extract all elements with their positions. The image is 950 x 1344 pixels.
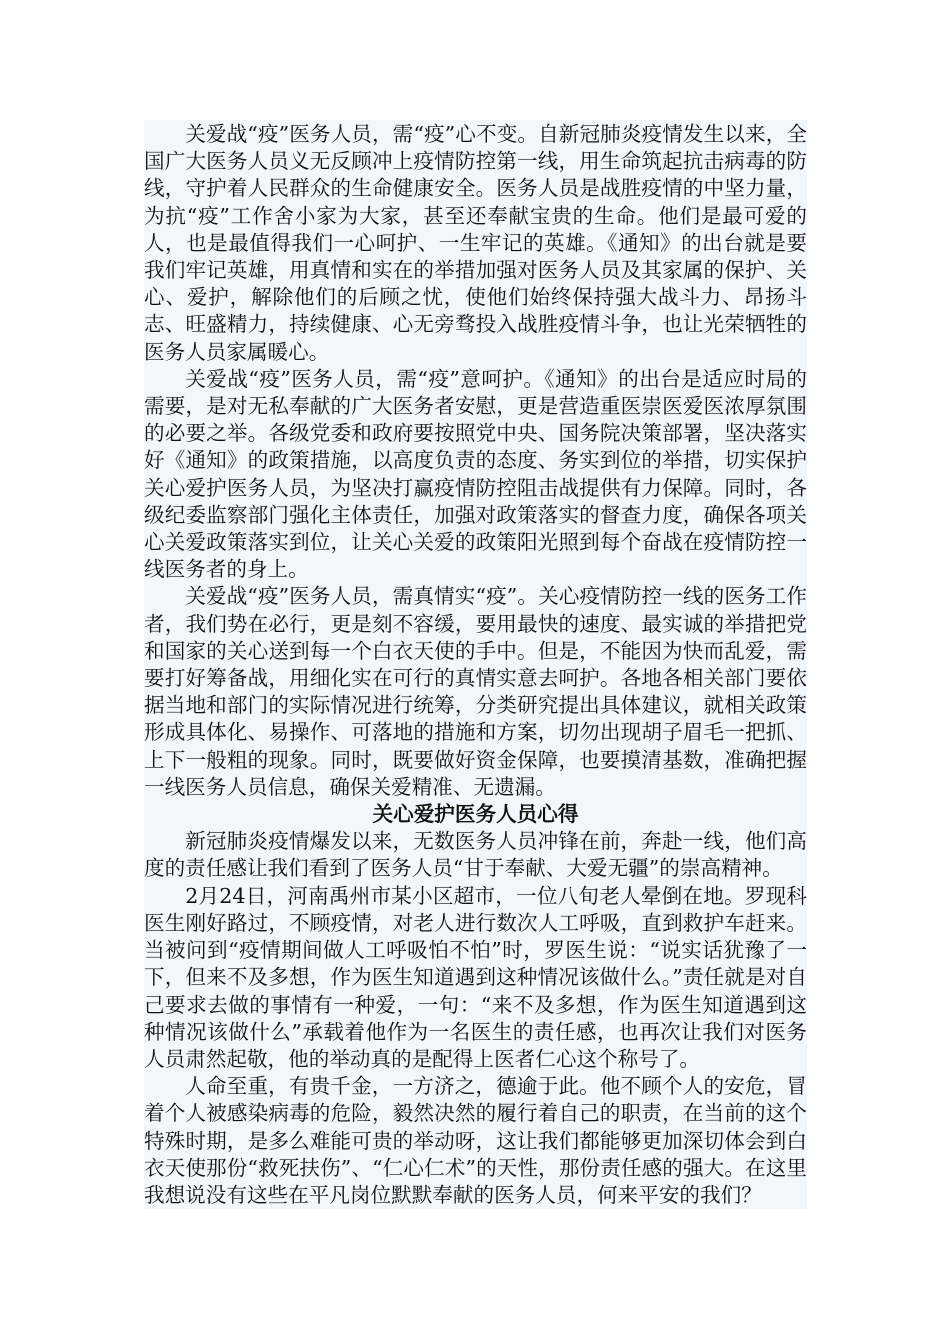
document-body (144, 120, 807, 1209)
paragraph: 关爱战“疫”医务人员，需“疫”意呵护。《通知》的出台是适应时局的需要，是对无私奉献的广大医务者安慰，更是营造重医崇医爱医浓厚氛围的必要之举。各级党委和政府要按照党中央、国务院决策部署，坚决落实好《通知》的政策措施，以高度负责的态度、务实到位的举措，切实保护关心爱护医务人员，为坚决打赢疫情防控阻击战提供有力保障。同时，各级纪委监察部门强化主体责任，加强对政策落实的督查力度，确保各项关心关爱政策落实到位，让关心关爱的政策阳光照到每个奋战在疫情防控一线医务者的身上。 (144, 366, 807, 582)
paragraph: 2月24日，河南禹州市某小区超市，一位八旬老人晕倒在地。罗现科医生刚好路过，不顾疫情，对老人进行数次人工呼吸，直到救护车赶来。当被问到“疫情期间做人工呼吸怕不怕”时，罗医生说：“说实话犹豫了一下，但来不及多想，作为医生知道遇到这种情况该做什么。”责任就是对自己要求去做的事情有一种爱，一句：“来不及多想，作为医生知道遇到这种情况该做什么”承载着他作为一名医生的责任感，也再次让我们对医务人员肃然起敬，他的举动真的是配得上医者仁心这个称号了。 (144, 883, 807, 1071)
paragraph: 人命至重，有贵千金，一方济之，德逾于此。他不顾个人的安危，冒着个人被感染病毒的危险，毅然决然的履行着自己的职责，在当前的这个特殊时期，是多么难能可贵的举动呀，这让我们都能够更加深切体会到白衣天使那份“救死扶伤”、“仁心仁术”的天性，那份责任感的强大。在这里我想说没有这些在平凡岗位默默奉献的医务人员，何来平安的我们？ (144, 1074, 807, 1207)
paragraph: 关爱战“疫”医务人员，需真情实“疫”。关心疫情防控一线的医务工作者，我们势在必行，更是刻不容缓，要用最快的速度、最实诚的举措把党和国家的关心送到每一个白衣天使的手中。但是，不能因为快而乱爱，需要打好筹备战，用细化实在可行的真情实意去呵护。各地各相关部门要依据当地和部门的实际情况进行统筹，分类研究提出具体建议，就相关政策形成具体化、易操作、可落地的措施和方案，切勿出现胡子眉毛一把抓、上下一般粗的现象。同时，既要做好资金保障，也要摸清基数，准确把握一线医务人员信息，确保关爱精准、无遗漏。 (144, 584, 807, 799)
paragraph: 新冠肺炎疫情爆发以来，无数医务人员冲锋在前，奔赴一线，他们高度的责任感让我们看到了医务人员“甘于奉献、大爱无疆”的崇高精神。 (144, 829, 807, 881)
section-heading: 关心爱护医务人员心得 (372, 802, 579, 827)
paragraph: 关爱战“疫”医务人员，需“疫”心不变。自新冠肺炎疫情发生以来，全国广大医务人员义无反顾冲上疫情防控第一线，用生命筑起抗击病毒的防线，守护着人民群众的生命健康安全。医务人员是战胜疫情的中坚力量，为抗“疫”工作舍小家为大家，甚至还奉献宝贵的生命。他们是最可爱的人，也是最值得我们一心呵护、一生牢记的英雄。《通知》的出台就是要我们牢记英雄，用真情和实在的举措加强对医务人员及其家属的保护、关心、爱护，解除他们的后顾之忧，使他们始终保持强大战斗力、昂扬斗志、旺盛精力，持续健康、心无旁骛投入战胜疫情斗争，也让光荣牺牲的医务人员家属暖心。 (144, 122, 807, 364)
